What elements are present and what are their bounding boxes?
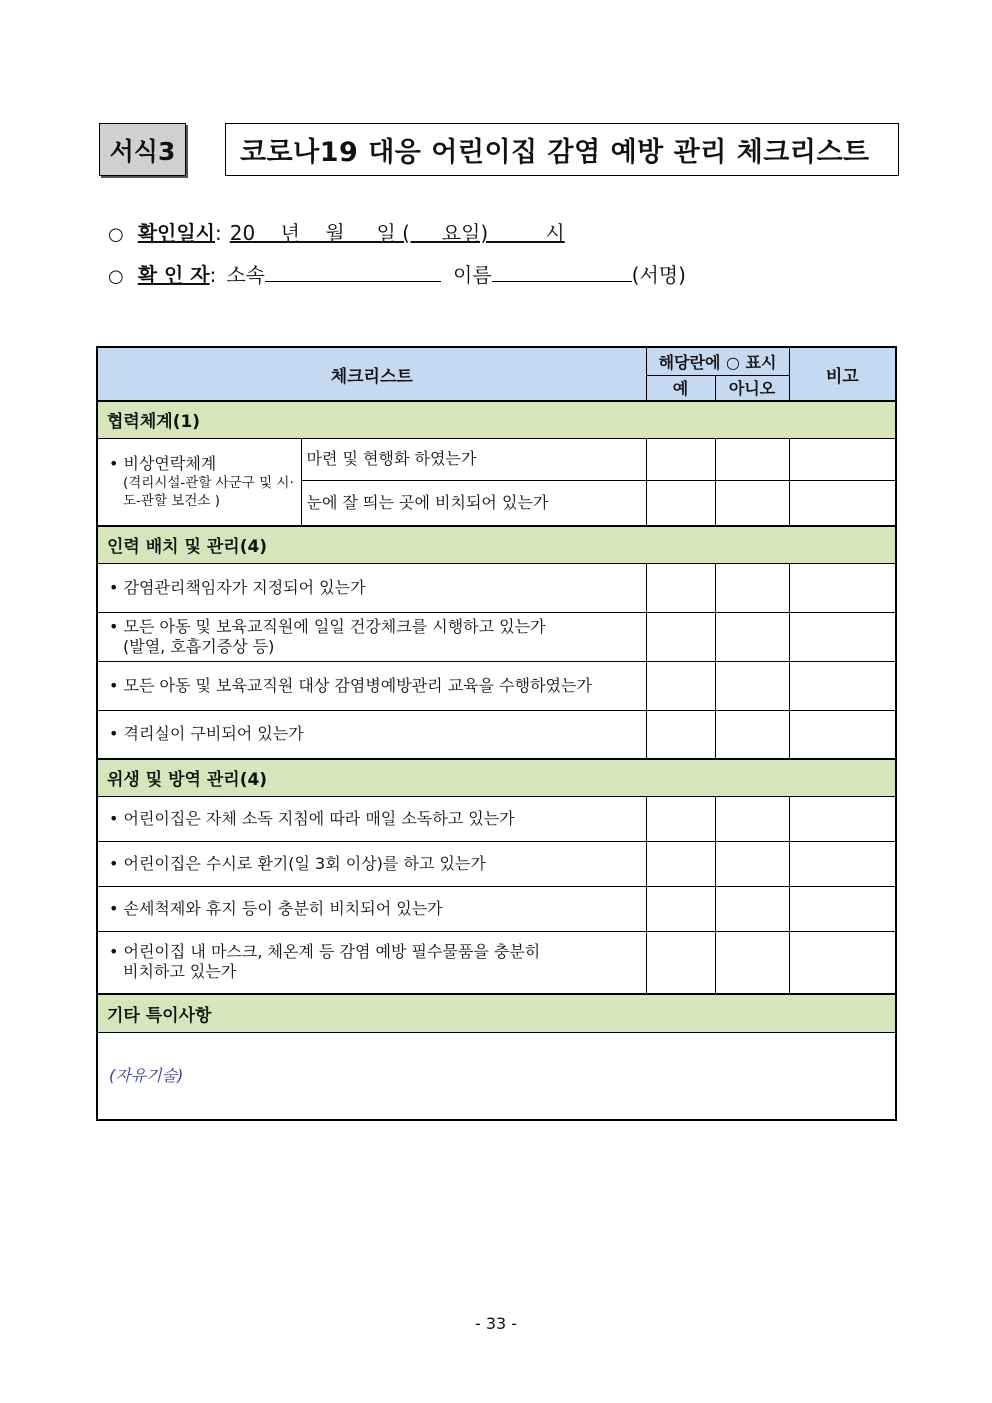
remarks-cell[interactable]	[789, 710, 896, 759]
remarks-cell[interactable]	[789, 931, 896, 994]
no-cell[interactable]	[715, 661, 789, 710]
checklist-item	[97, 612, 646, 661]
title-text: 코로나19 대응 어린이집 감염 예방 관리 체크리스트	[240, 137, 870, 168]
free-text-field[interactable]	[97, 1032, 896, 1120]
name-label: 이름	[453, 263, 492, 287]
yes-cell[interactable]	[646, 563, 715, 612]
circle-bullet-icon: ○	[108, 224, 124, 245]
item-line: • 모든 아동 및 보육교직원에 일일 건강체크를 시행하고 있는가	[109, 616, 546, 636]
confirmer-label: 확 인 자	[137, 263, 210, 287]
remarks-cell[interactable]	[789, 661, 896, 710]
no-cell[interactable]	[715, 563, 789, 612]
no-cell[interactable]	[715, 710, 789, 759]
yes-cell[interactable]	[646, 710, 715, 759]
no-cell[interactable]	[715, 931, 789, 994]
yes-cell[interactable]	[646, 480, 715, 526]
header-mark: 해당란에 ○ 표시	[646, 347, 789, 375]
confirm-date-line	[108, 217, 565, 246]
yes-cell[interactable]	[646, 438, 715, 480]
checklist-item: • 모든 아동 및 보육교직원 대상 감염병예방관리 교육을 수행하였는가	[97, 661, 646, 710]
group-sublabel: (격리시설-관할 사군구 및 시·도-관할 보건소 )	[123, 474, 294, 509]
section-title: 기타 특이사항	[97, 994, 896, 1032]
remarks-cell[interactable]	[789, 796, 896, 841]
group-cell	[97, 438, 301, 526]
no-cell[interactable]	[715, 886, 789, 931]
item-subline: (발열, 호흡기증상 등)	[123, 636, 275, 656]
confirmer-line	[108, 259, 686, 288]
yes-cell[interactable]	[646, 931, 715, 994]
confirm-date-label: 확인일시	[137, 221, 215, 245]
circle-bullet-icon: ○	[108, 266, 124, 287]
checklist-table	[96, 346, 897, 1121]
checklist-item: 마련 및 현행화 하였는가	[301, 438, 646, 480]
remarks-cell[interactable]	[789, 612, 896, 661]
checklist-item: • 어린이집은 자체 소독 지침에 따라 매일 소독하고 있는가	[97, 796, 646, 841]
checklist-item: • 감염관리책임자가 지정되어 있는가	[97, 563, 646, 612]
checklist-item: • 어린이집은 수시로 환기(일 3회 이상)를 하고 있는가	[97, 841, 646, 886]
page-title	[225, 123, 899, 176]
signature-label: (서명)	[631, 263, 686, 287]
free-text-placeholder: (자유기술)	[109, 1065, 184, 1085]
affiliation-label: 소속	[226, 263, 265, 287]
item-line: • 어린이집 내 마스크, 체온계 등 감염 예방 필수물품을 충분히	[109, 942, 541, 962]
item-subline: 비치하고 있는가	[123, 962, 237, 982]
no-cell[interactable]	[715, 841, 789, 886]
section-title: 인력 배치 및 관리(4)	[97, 526, 896, 563]
no-cell[interactable]	[715, 480, 789, 526]
affiliation-field[interactable]	[265, 263, 441, 282]
colon: :	[215, 221, 222, 245]
checklist-item: • 격리실이 구비되어 있는가	[97, 710, 646, 759]
checklist-item: • 손세척제와 휴지 등이 충분히 비치되어 있는가	[97, 886, 646, 931]
remarks-cell[interactable]	[789, 886, 896, 931]
colon: :	[209, 263, 217, 287]
remarks-cell[interactable]	[789, 563, 896, 612]
remarks-cell[interactable]	[789, 841, 896, 886]
no-cell[interactable]	[715, 612, 789, 661]
yes-cell[interactable]	[646, 886, 715, 931]
header-checklist: 체크리스트	[97, 347, 646, 401]
section-title: 위생 및 방역 관리(4)	[97, 759, 896, 796]
name-field[interactable]	[492, 263, 632, 282]
checklist-item	[97, 931, 646, 994]
yes-cell[interactable]	[646, 796, 715, 841]
checklist-item: 눈에 잘 띄는 곳에 비치되어 있는가	[301, 480, 646, 526]
header-no: 아니오	[715, 375, 789, 401]
yes-cell[interactable]	[646, 612, 715, 661]
remarks-cell[interactable]	[789, 438, 896, 480]
header-remarks: 비고	[789, 347, 896, 401]
group-label: • 비상연락체계	[109, 453, 217, 473]
header-yes: 예	[646, 375, 715, 401]
confirm-date-field[interactable]: 20 년 월 일 ( 요일) 시	[229, 221, 565, 245]
form-number-label: 서식3	[99, 123, 186, 176]
page-number: - 33 -	[474, 1314, 518, 1333]
yes-cell[interactable]	[646, 841, 715, 886]
yes-cell[interactable]	[646, 661, 715, 710]
no-cell[interactable]	[715, 796, 789, 841]
no-cell[interactable]	[715, 438, 789, 480]
section-title: 협력체계(1)	[97, 401, 896, 438]
remarks-cell[interactable]	[789, 480, 896, 526]
